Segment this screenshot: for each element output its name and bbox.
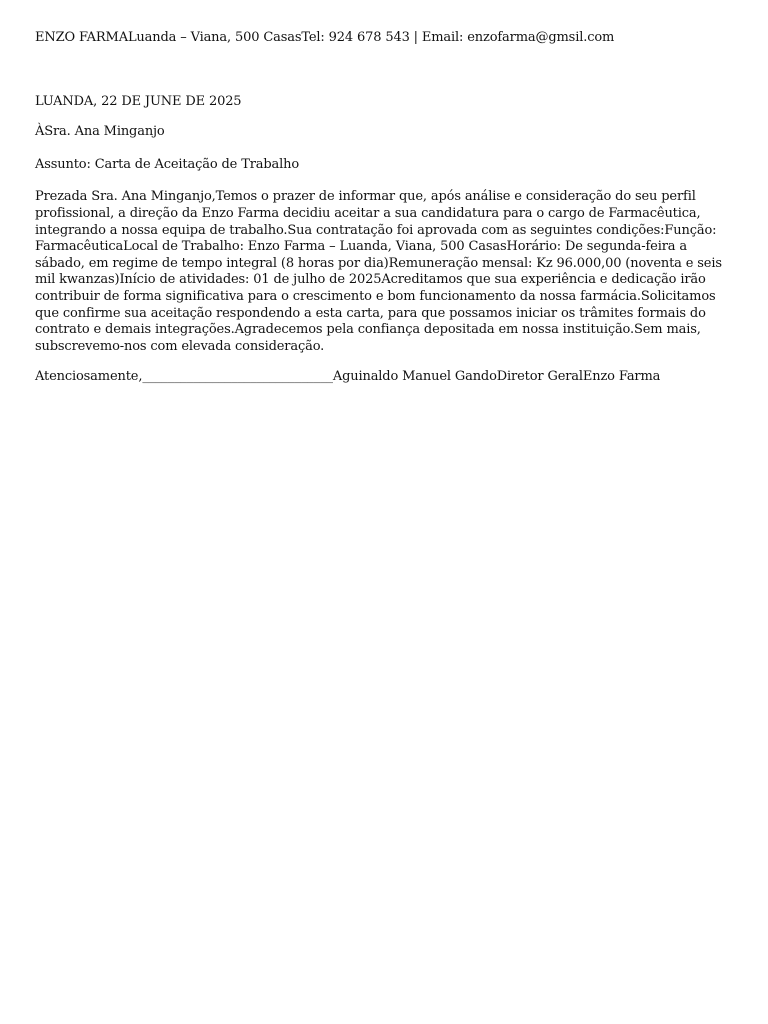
letterhead: ENZO FARMALuanda – Viana, 500 CasasTel: 924 678 543 | Email: enzofarma@gmsil.com (35, 30, 615, 45)
letter-body: Prezada Sra. Ana Minganjo,Temos o prazer de informar que, após análise e consideração do seu perfil profissional, a direção da Enzo Farma decidiu aceitar a sua candidatura para o cargo de Farmacêutica, integrando a nossa equipa de trabalho.Sua contratação foi aprovada com as seguintes condições:Função: FarmacêuticaLocal de Trabalho: Enzo Farma – Luanda, Viana, 500 CasasHorário: De segunda-feira a sábado, em regime de tempo integral (8 horas por dia)Remuneração mensal: Kz 96.000,00 (noventa e seis mil kwanzas)Início de atividades: 01 de julho de 2025Acreditamos que sua experiência e dedicação irão contribuir de forma significativa para o crescimento e bom funcionamento da nossa farmácia.Solicitamos que confirme sua aceitação respondendo a esta carta, para que possamos iniciar os trâmites formais do contrato e demais integrações.Agradecemos pela confiança depositada em nossa instituição.Sem mais, subscrevemo-nos com elevada consideração. (35, 189, 722, 354)
letter-closing-signature: Atenciosamente,______________________________Aguinaldo Manuel GandoDiretor GeralEnzo Farma (35, 369, 661, 385)
letter-page (35, 30, 735, 386)
letter-date: LUANDA, 22 DE JUNE DE 2025 (35, 93, 242, 109)
letter-recipient: ÀSra. Ana Minganjo (35, 124, 165, 140)
letter-subject: Assunto: Carta de Aceitação de Trabalho (35, 156, 300, 172)
